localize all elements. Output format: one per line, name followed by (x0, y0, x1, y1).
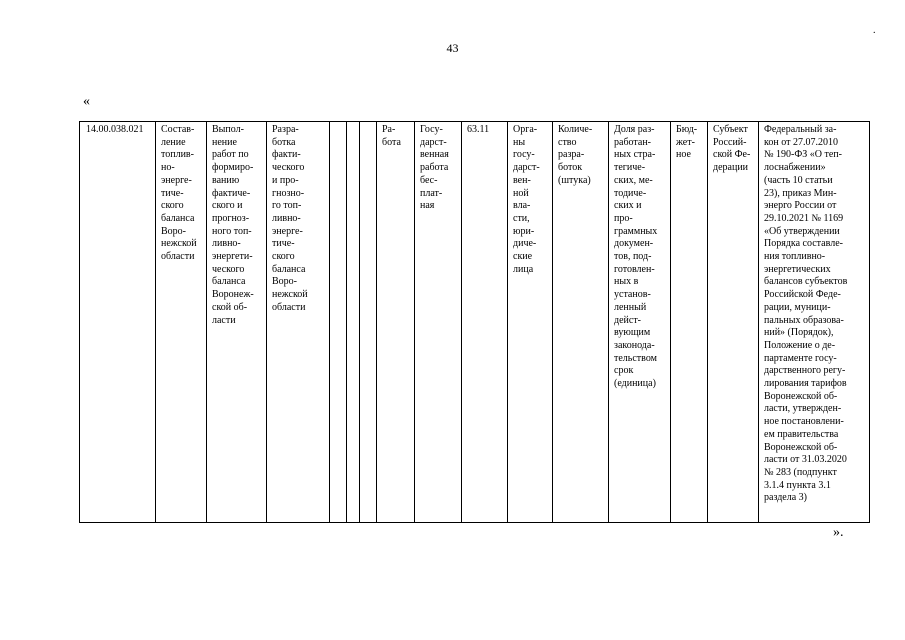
page-number: 43 (446, 41, 459, 55)
volume-indicator-cell: Количе- ство разра- боток (штука) (553, 122, 609, 523)
table-row (80, 122, 870, 523)
type-cell: Ра- бота (377, 122, 415, 523)
closing-quote: ». (833, 525, 844, 540)
registry-table (79, 121, 870, 523)
registry-code-cell: 14.00.038.021 (80, 122, 156, 523)
empty-cell-1 (330, 122, 347, 523)
stray-mark: . (873, 25, 876, 36)
consumers-cell: Орга- ны госу- дарст- вен- ной вла- сти, юри- диче- ские лица (508, 122, 553, 523)
legal-basis-cell: Федеральный за- кон от 27.07.2010 № 190-ФЗ «О теп- лоснабжении» (часть 10 статьи 23), приказ Мин- энерго России от 29.10.2021 № 1169 «Об утверждении Порядка составле- ния топливно- энергетических балансов субъектов Российской Феде- рации, муници- пальных образова- ний» (Порядок), Положение о де- партаменте госу- дарственного регу- лирования тарифов Воронежской об- ласти, утвержден- ное постановлени- ем правительства Воронежской об- ласти от 31.03.2020 № 283 (подпункт 3.1.4 пункта 3.1 раздела 3) (759, 122, 870, 523)
work-description-cell: Разра- ботка факти- ческого и про- гнозно- го топ- ливно- энерге- тиче- ского баланса Воро- нежской области (267, 122, 330, 523)
level-cell: Субъект Россий- ской Фе- дерации (708, 122, 759, 523)
opening-quote: « (83, 94, 90, 109)
institution-type-cell: Бюд- жет- ное (671, 122, 708, 523)
service-name-cell: Состав- ление топлив- но- энерге- тиче- ского баланса Воро- нежской области (156, 122, 207, 523)
category-cell: Госу- дарст- венная работа бес- плат- ная (415, 122, 462, 523)
empty-cell-2 (347, 122, 360, 523)
quality-indicator-cell: Доля раз- работан- ных стра- тегиче- ских, ме- тодиче- ских и про- граммных докумен- тов, под- готовлен- ных в установ- ленный дейст- вующим законода- тельством срок (единица) (609, 122, 671, 523)
empty-cell-3 (360, 122, 377, 523)
okved-code-cell: 63.11 (462, 122, 508, 523)
work-content-cell: Выпол- нение работ по формиро- ванию фактиче- ского и прогноз- ного топ- ливно- энергети- ческого баланса Воронеж- ской об- ласти (207, 122, 267, 523)
